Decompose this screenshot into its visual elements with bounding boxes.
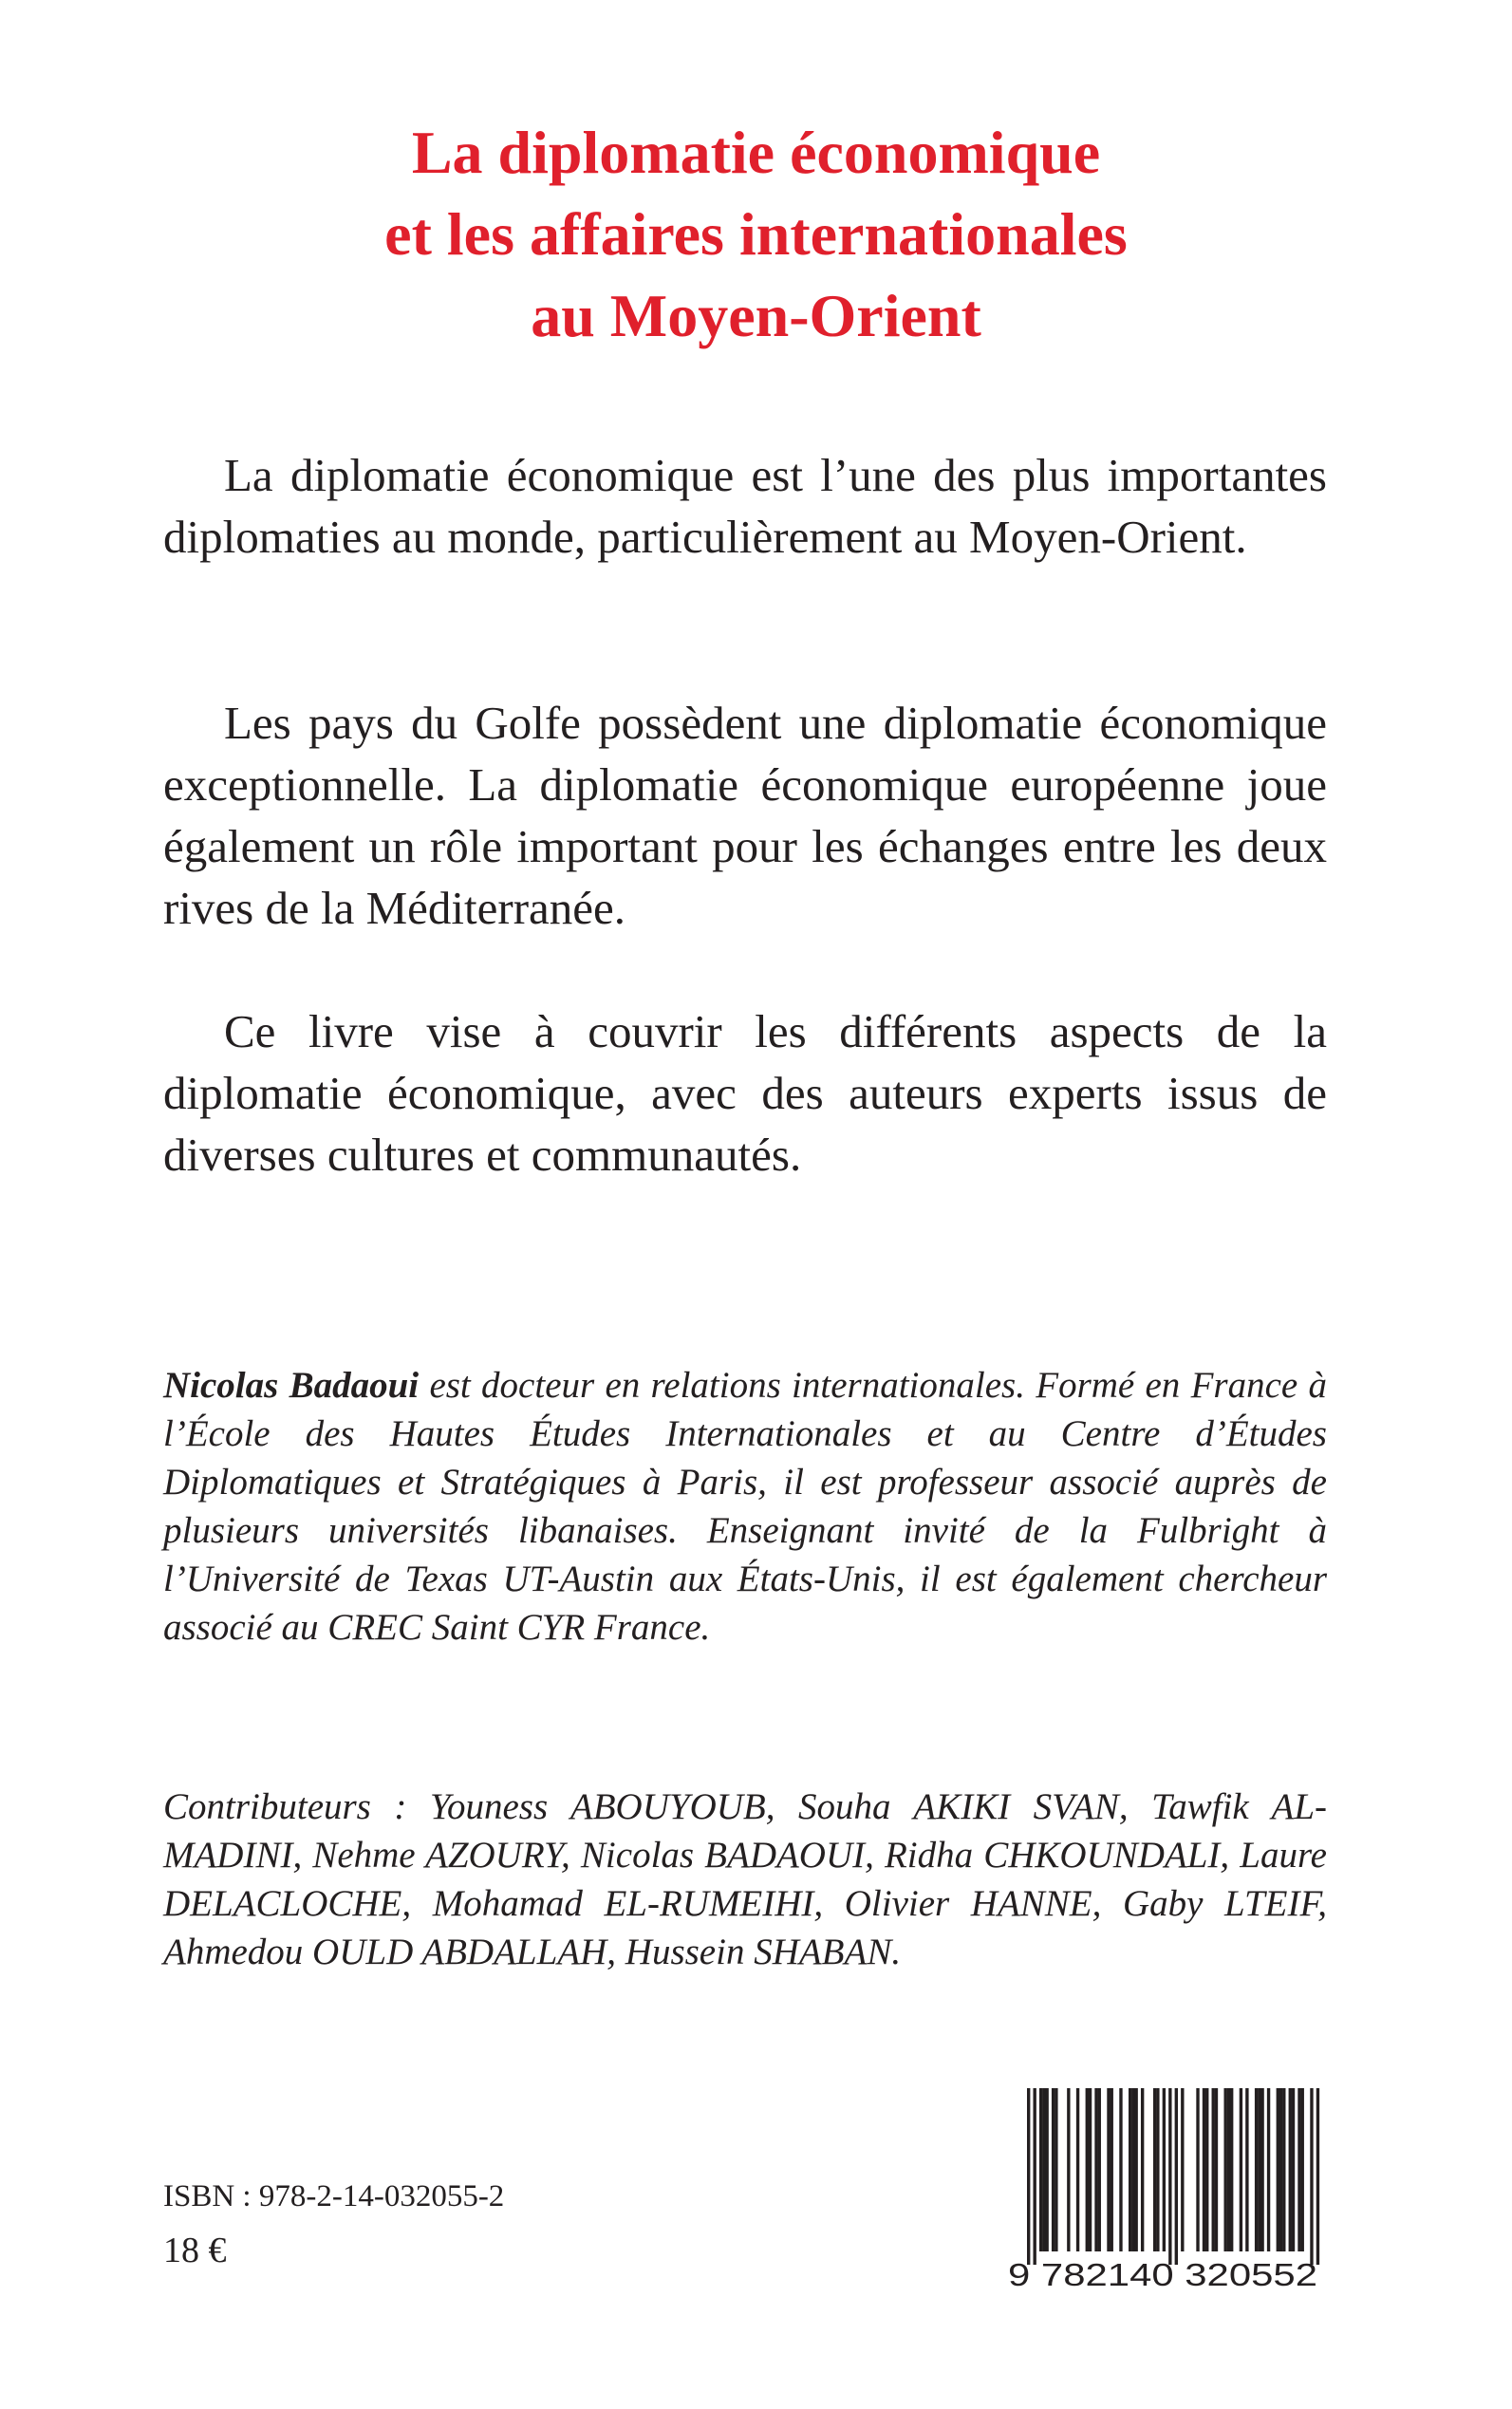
barcode-bar xyxy=(1131,2088,1134,2251)
isbn-label: ISBN : 978-2-14-032055-2 xyxy=(163,2179,505,2213)
barcode-bars xyxy=(1027,2088,1319,2265)
barcode-bar xyxy=(1098,2088,1101,2251)
barcode-bar xyxy=(1153,2088,1156,2251)
contributors-list: Contributeurs : Youness ABOUYOUB, Souha AKIKI SVAN, Tawfik AL-MADINI, Nehme AZOURY, Nicolas BADAOUI, Ridha CHKOUNDALI, Laure DELACLOCHE, Mohamad EL-RUMEIHI, Olivier HANNE, Gaby LTEIF, Ahmedou OULD ABDALLAH, Hussein SHABAN. xyxy=(163,1786,1327,1972)
title-line-2: et les affaires internationales xyxy=(384,200,1128,268)
barcode-bar xyxy=(1039,2088,1042,2251)
barcode-bar xyxy=(1292,2088,1295,2251)
barcode-bar xyxy=(1134,2088,1137,2251)
barcode-bar xyxy=(1052,2088,1055,2251)
barcode-bar xyxy=(1205,2088,1208,2251)
summary-paragraph-1: La diplomatie économique est l’une des plus importantes diplomaties au monde, particulièrement au Moyen-Orient. xyxy=(163,449,1327,563)
summary-paragraph-3: Ce livre vise à couvrir les différents aspects de la diplomatie économique, avec des auteurs experts issus de diverses cultures et communautés. xyxy=(163,1005,1327,1181)
barcode-bar xyxy=(1042,2088,1045,2251)
barcode-digits: 9 782140 320552 xyxy=(1008,2257,1317,2292)
barcode-bar xyxy=(1086,2088,1089,2251)
barcode-bar xyxy=(1094,2088,1097,2251)
barcode-bar xyxy=(1027,2088,1030,2265)
barcode-bar xyxy=(1289,2088,1292,2251)
title-line-1: La diplomatie économique xyxy=(411,119,1101,186)
barcode-bar xyxy=(1175,2088,1178,2265)
barcode-bar xyxy=(1230,2088,1233,2251)
barcode-bar xyxy=(1255,2088,1258,2251)
barcode-bar xyxy=(1055,2088,1057,2251)
barcode-bar xyxy=(1168,2088,1171,2265)
barcode-bar xyxy=(1260,2088,1263,2251)
barcode-bar xyxy=(1111,2088,1113,2251)
author-bio xyxy=(163,1361,1327,1652)
title-line-3: au Moyen-Orient xyxy=(531,282,981,349)
barcode-bar xyxy=(1129,2088,1131,2251)
barcode-bar xyxy=(1156,2088,1159,2251)
barcode-bar xyxy=(1245,2088,1248,2251)
author-bio-text: est docteur en relations internationales. Formé en France à l’École des Hautes Études Internationales et au Centre d’Études Diplomatiques et Stratégiques à Paris, il est professeur associé auprès de plusieurs universités libanaises. Enseignant invité de la Fulbright à l’Université de Texas UT-Austin aux États-Unis, il est également chercheur associé au CREC Saint CYR France. xyxy=(163,1365,1327,1648)
barcode-bar xyxy=(1223,2088,1226,2251)
barcode-bar xyxy=(1119,2088,1122,2251)
book-title xyxy=(0,112,1512,357)
barcode xyxy=(1006,2088,1321,2292)
barcode-bar xyxy=(1282,2088,1285,2251)
barcode-bar xyxy=(1141,2088,1144,2251)
barcode-bar xyxy=(1267,2088,1270,2251)
barcode-bar xyxy=(1227,2088,1230,2251)
barcode-bar xyxy=(1076,2088,1079,2251)
barcode-bar xyxy=(1203,2088,1205,2251)
barcode-bar xyxy=(1045,2088,1048,2251)
barcode-bar xyxy=(1089,2088,1092,2251)
barcode-bar xyxy=(1279,2088,1282,2251)
price-label: 18 € xyxy=(163,2231,227,2270)
barcode-bar xyxy=(1163,2088,1166,2251)
author-name: Nicolas Badaoui xyxy=(163,1365,420,1406)
barcode-bar xyxy=(1297,2088,1300,2251)
barcode-bar xyxy=(1215,2088,1218,2251)
barcode-bar xyxy=(1277,2088,1279,2251)
barcode-bar xyxy=(1301,2088,1304,2251)
barcode-bar xyxy=(1212,2088,1215,2251)
barcode-bar xyxy=(1258,2088,1260,2251)
barcode-bar xyxy=(1033,2088,1036,2265)
barcode-bar xyxy=(1107,2088,1110,2251)
barcode-bar xyxy=(1316,2088,1319,2265)
barcode-bar xyxy=(1196,2088,1199,2251)
barcode-bar xyxy=(1240,2088,1242,2251)
summary-paragraph-2: Les pays du Golfe possèdent une diplomatie économique exceptionnelle. La diplomatie économique européenne joue également un rôle important pour les échanges entre les deux rives de la Méditerranée. xyxy=(163,697,1327,934)
barcode-bar xyxy=(1067,2088,1070,2251)
barcode-bar xyxy=(1181,2088,1184,2251)
barcode-bar xyxy=(1310,2088,1313,2265)
